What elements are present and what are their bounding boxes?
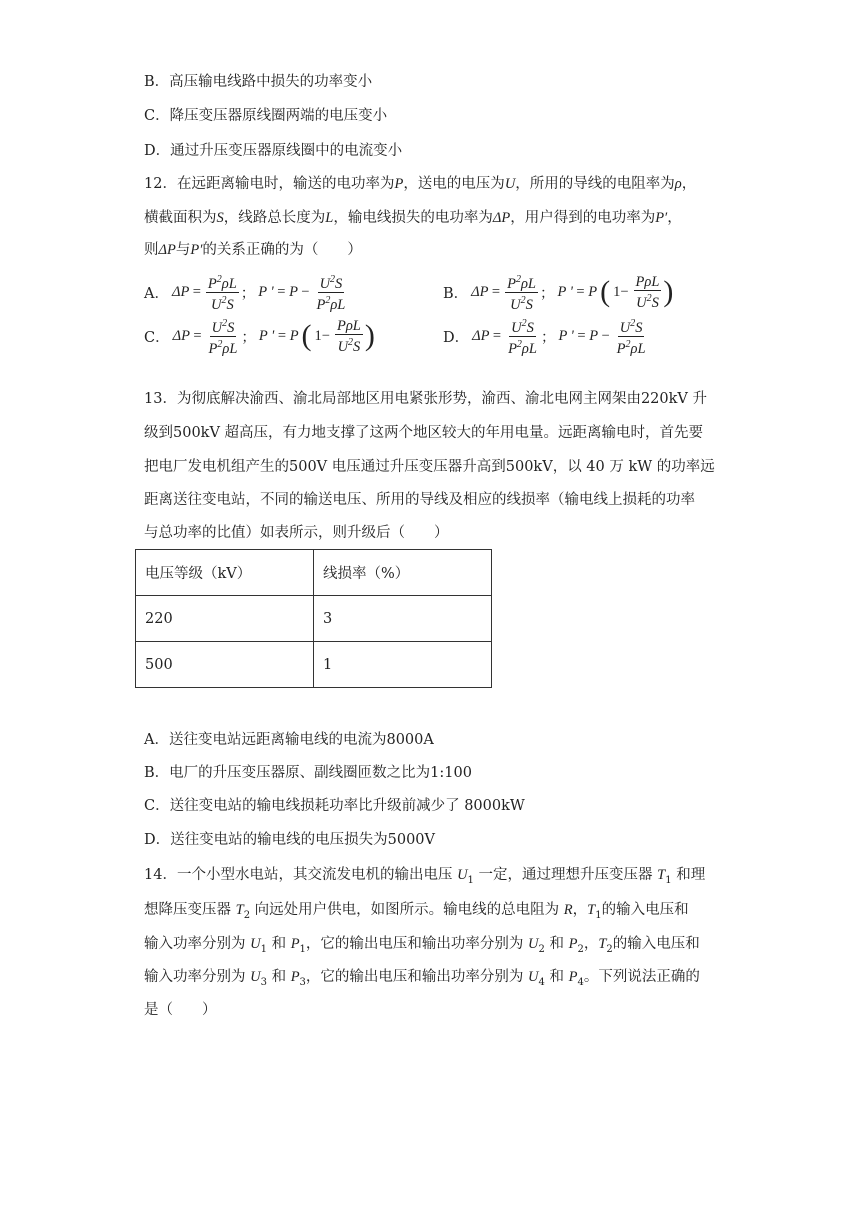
q13-stem-line4: 距离送往变电站，不同的输送电压、所用的导线及相应的线损率（输电线上损耗的功率 — [144, 492, 695, 508]
q13-stem-line5: 与总功率的比值）如表所示，则升级后（ ） — [144, 525, 449, 541]
q11-option-b: B．高压输电线路中损失的功率变小 — [144, 74, 373, 90]
table-cell: 1 — [314, 642, 492, 688]
q14-stem-line4: 输入功率分别为 $U_3$ 和 $P_3$，它的输出电压和输出功率分别为 $U_4$ 和 $P_4$。下列说法正确的 — [144, 969, 700, 988]
q13-loss-table — [135, 549, 492, 688]
q14-stem-line5: 是（ ） — [144, 1002, 217, 1018]
q13-option-d: D．送往变电站的输电线的电压损失为5000V — [144, 832, 435, 848]
table-row — [136, 642, 492, 688]
q14-stem-line2: 想降压变压器 $T_2$ 向远处用户供电，如图所示。输电线的总电阻为 R，$T_1$的输入电压和 — [144, 902, 689, 921]
table-header-cell: 线损率（%） — [314, 550, 492, 596]
q12-stem-line2: 横截面积为S，线路总长度为L，输电线损失的电功率为ΔP，用户得到的电功率为P′， — [144, 210, 682, 226]
q13-stem-line3: 把电厂发电机组产生的500V 电压通过升压变压器升高到500kV，以 40 万 kW 的功率远 — [144, 459, 715, 475]
table-header-row — [136, 550, 492, 596]
table-cell: 220 — [136, 596, 314, 642]
q11-option-c: C．降压变压器原线圈两端的电压变小 — [144, 108, 388, 124]
q13-stem-line2: 级到500kV 超高压，有力地支撑了这两个地区较大的年用电量。远距离输电时，首先要 — [144, 425, 704, 441]
table-row — [136, 596, 492, 642]
q12-option-a: A． ΔP = $\frac{P^2\rho L}{U^2S}$ ； P ' = P − $\frac{U^2S}{P^2\rho L}$ — [144, 274, 346, 313]
table-cell: 500 — [136, 642, 314, 688]
q13-option-c: C．送往变电站的输电线损耗功率比升级前减少了 8000kW — [144, 798, 525, 814]
table-header-cell: 电压等级（kV） — [136, 550, 314, 596]
table-cell: 3 — [314, 596, 492, 642]
q13-option-a: A．送往变电站远距离输电线的电流为8000A — [144, 732, 434, 748]
q12-stem-line3: 则ΔP与P′的关系正确的为（ ） — [144, 242, 362, 258]
q12-option-d: D． ΔP = $\frac{U^2S}{P^2\rho L}$ ； P ' = P − $\frac{U^2S}{P^2\rho L}$ — [443, 318, 646, 357]
q13-option-b: B．电厂的升压变压器原、副线圈匝数之比为1:100 — [144, 765, 472, 781]
q12-stem-line1: 12．在远距离输电时，输送的电功率为P，送电的电压为U，所用的导线的电阻率为ρ， — [144, 176, 697, 192]
q13-stem-line1: 13．为彻底解决渝西、渝北局部地区用电紧张形势，渝西、渝北电网主网架由220kV 升 — [144, 391, 707, 407]
q12-option-c: C． ΔP = $\frac{U^2S}{P^2\rho L}$ ； P ' = P ( 1− $\frac{\text{PρL}}{U^2S}$ ) — [144, 317, 375, 357]
q14-stem-line3: 输入功率分别为 $U_1$ 和 $P_1$，它的输出电压和输出功率分别为 $U_2$ 和 $P_2$，$T_2$的输入电压和 — [144, 936, 700, 955]
q12-option-b: B． ΔP = $\frac{P^2\rho L}{U^2S}$ ； P ' = P ( 1− $\frac{\text{PρL}}{U^2S}$ ) — [443, 273, 674, 313]
q14-stem-line1: 14．一个小型水电站，其交流发电机的输出电压 $U_1$ 一定，通过理想升压变压器 $T_1$ 和理 — [144, 867, 706, 886]
q11-option-d: D．通过升压变压器原线圈中的电流变小 — [144, 143, 403, 159]
